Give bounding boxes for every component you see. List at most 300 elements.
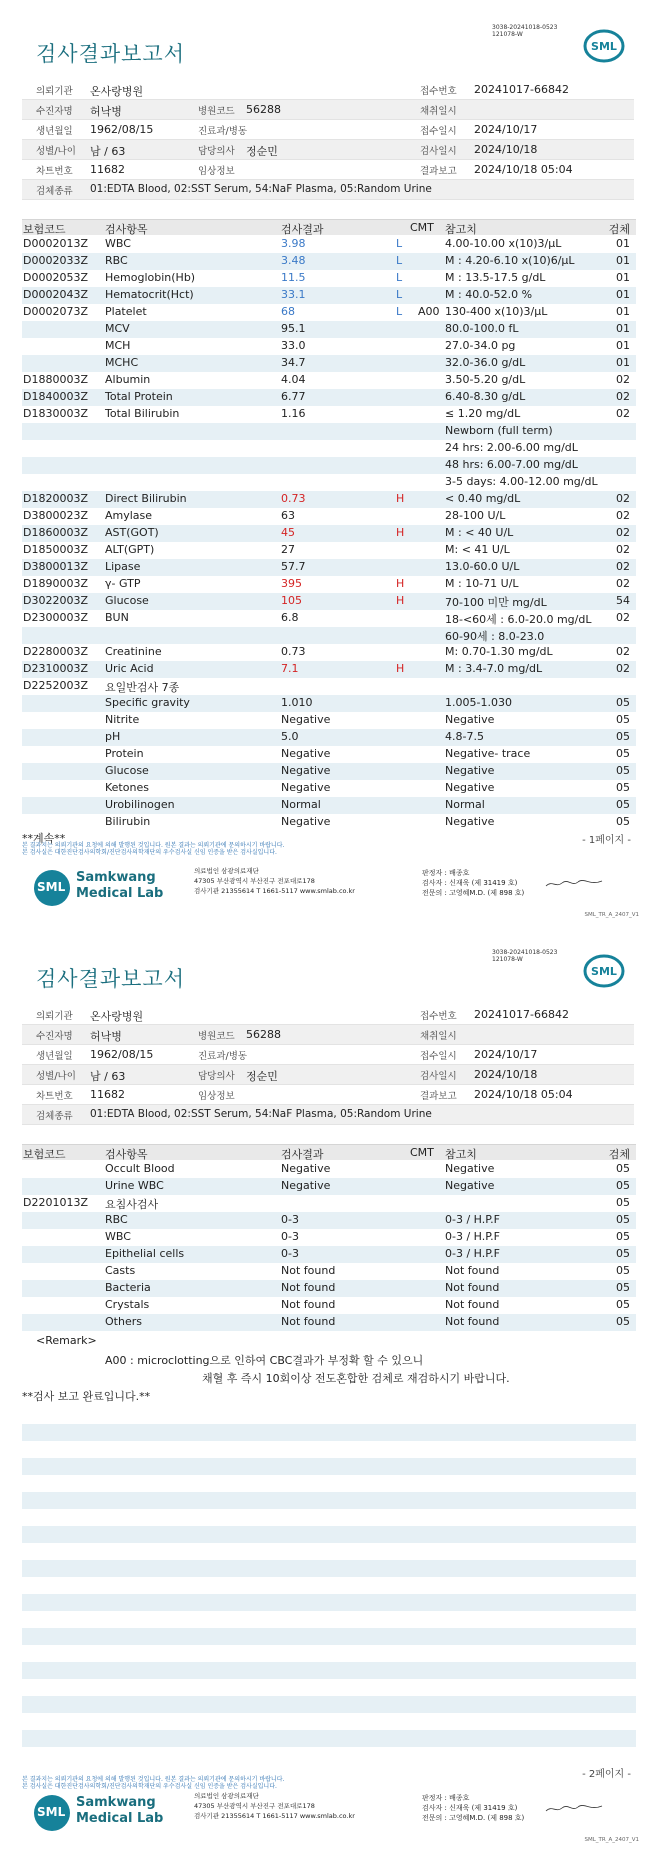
result-flag: L — [396, 254, 403, 267]
footer — [34, 1791, 624, 1847]
reference-range: M : 10-71 U/L — [445, 577, 519, 590]
table-row — [22, 270, 636, 287]
test-result: 0-3 — [281, 1247, 299, 1260]
test-item: Bilirubin — [105, 815, 151, 828]
info-row: 검체종류 01:EDTA Blood, 02:SST Serum, 54:NaF Plasma, 05:Random Urine — [22, 180, 634, 200]
specimen-code: 02 — [616, 407, 630, 420]
specimen-code: 02 — [616, 526, 630, 539]
test-item: 요침사검사 — [105, 1198, 159, 1211]
test-code: D1860003Z — [23, 526, 88, 539]
test-item: Specific gravity — [105, 696, 190, 709]
specimen-code: 02 — [616, 390, 630, 403]
specimen-code: 05 — [616, 1281, 630, 1294]
table-row — [22, 457, 636, 474]
test-item: Crystals — [105, 1298, 150, 1311]
reference-range: 27.0-34.0 pg — [445, 339, 516, 352]
test-item: Glucose — [105, 764, 149, 777]
blank-row — [22, 1458, 636, 1475]
blank-row — [22, 1492, 636, 1509]
results-table-header: 보험코드 검사항목 검사결과 CMT 참고치 검체 — [22, 1144, 636, 1160]
test-item: Total Protein — [105, 390, 173, 403]
blank-row — [22, 1424, 636, 1441]
reference-range: ≤ 1.20 mg/dL — [445, 407, 521, 420]
info-row: 생년월일 1962/08/15 진료과/병동 접수일시 2024/10/17 — [22, 1045, 634, 1065]
test-item: ALT(GPT) — [105, 543, 155, 556]
test-code: D1880003Z — [23, 373, 88, 386]
table-row — [22, 797, 636, 814]
remark-line-2: 채혈 후 즉시 10회이상 전도혼합한 검체로 재검하시기 바랍니다. — [202, 1372, 510, 1385]
table-row — [22, 814, 636, 831]
specimen-code: 05 — [616, 696, 630, 709]
info-row: 성별/나이 남 / 63 담당의사 정순민 검사일시 2024/10/18 — [22, 140, 634, 160]
reference-range: Negative — [445, 815, 495, 828]
patient-value: 허낙병 — [90, 105, 122, 118]
reference-range: M : < 40 U/L — [445, 526, 514, 539]
blank-row — [22, 1662, 636, 1679]
remark-section — [22, 1333, 636, 1405]
specimen-code: 05 — [616, 764, 630, 777]
signatures: 판정자 : 배종호 검사자 : 신재욱 (제 31419 호) 전문의 : 고영혜M.D. (제 898 호) — [422, 1794, 525, 1822]
test-result: Negative — [281, 1162, 331, 1175]
test-result: Negative — [281, 713, 331, 726]
reference-range: 48 hrs: 6.00-7.00 mg/dL — [445, 458, 578, 471]
results-table-body — [22, 1161, 636, 1331]
patient-info — [22, 1005, 634, 1125]
table-row — [22, 236, 636, 253]
specimen-code: 02 — [616, 645, 630, 658]
specimen-code: 01 — [616, 237, 630, 250]
brand-name: Samkwang Medical Lab — [76, 870, 164, 901]
result-flag: L — [396, 271, 403, 284]
table-row — [22, 1314, 636, 1331]
table-row — [22, 559, 636, 576]
specimen-code: 05 — [616, 815, 630, 828]
blank-row — [22, 1577, 636, 1594]
test-result: Negative — [281, 781, 331, 794]
continued-label: **계속** — [22, 832, 66, 845]
reference-range: Not found — [445, 1298, 500, 1311]
specimen-code: 01 — [616, 271, 630, 284]
specimen-code: 01 — [616, 322, 630, 335]
specimen-code: 05 — [616, 1247, 630, 1260]
test-date-value: 2024/10/18 — [474, 143, 538, 156]
reference-range: M : 4.20-6.10 x(10)6/μL — [445, 254, 575, 267]
specimen-code: 01 — [616, 288, 630, 301]
patient-info — [22, 80, 634, 200]
reference-range: 1.005-1.030 — [445, 696, 512, 709]
reference-range: 3-5 days: 4.00-12.00 mg/dL — [445, 475, 598, 488]
reference-range: M: < 41 U/L — [445, 543, 510, 556]
test-result: 105 — [281, 594, 302, 607]
notice: 본 결과지는 의뢰기관의 요청에 의해 발행된 것입니다. 원본 결과는 의뢰기관에 문의하시기 바랍니다. 본 검사실은 대한진단검사의학회/진단검사의학재단의 우수검사실 신임 인증을 받은 검사실입니다. — [22, 1776, 285, 1790]
reference-range: 60-90세 : 8.0-23.0 — [445, 630, 545, 643]
specimen-code: 05 — [616, 1196, 630, 1209]
results-table-body — [22, 236, 636, 831]
reference-range: M : 3.4-7.0 mg/dL — [445, 662, 543, 675]
blank-row — [22, 1645, 636, 1662]
test-result: 6.8 — [281, 611, 299, 624]
page-number: - 1페이지 - — [582, 835, 631, 846]
test-item: Ketones — [105, 781, 149, 794]
remark-line-1: A00 : microclotting으로 인하여 CBC결과가 부정확 할 수 있으니 — [105, 1354, 424, 1367]
reference-range: Negative — [445, 713, 495, 726]
sml-logo-icon — [583, 953, 625, 989]
reference-range: M: 0.70-1.30 mg/dL — [445, 645, 553, 658]
reference-range: 13.0-60.0 U/L — [445, 560, 520, 573]
signature-icon — [544, 878, 604, 890]
test-result: Not found — [281, 1264, 336, 1277]
test-item: MCH — [105, 339, 131, 352]
test-item: γ- GTP — [105, 577, 141, 590]
test-item: Protein — [105, 747, 144, 760]
blank-row — [22, 1611, 636, 1628]
test-code: D1820003Z — [23, 492, 88, 505]
test-result: 6.77 — [281, 390, 306, 403]
blank-row — [22, 1543, 636, 1560]
test-item: Albumin — [105, 373, 151, 386]
test-item: Glucose — [105, 594, 149, 607]
test-result: 68 — [281, 305, 295, 318]
brand-name: Samkwang Medical Lab — [76, 1795, 164, 1826]
test-code: D3800023Z — [23, 509, 88, 522]
reference-range: 32.0-36.0 g/dL — [445, 356, 526, 369]
test-code: D1830003Z — [23, 407, 88, 420]
info-row: 검체종류 01:EDTA Blood, 02:SST Serum, 54:NaF Plasma, 05:Random Urine — [22, 1105, 634, 1125]
table-row — [22, 763, 636, 780]
specimen-code: 05 — [616, 1230, 630, 1243]
table-row — [22, 661, 636, 678]
report-complete: **검사 보고 완료입니다.** — [22, 1390, 151, 1403]
blank-row — [22, 1696, 636, 1713]
test-item: Platelet — [105, 305, 147, 318]
test-item: RBC — [105, 1213, 128, 1226]
test-item: Lipase — [105, 560, 141, 573]
info-row: 수진자명 허낙병 병원코드 56288 채취일시 — [22, 100, 634, 120]
test-item: WBC — [105, 237, 131, 250]
test-result: 395 — [281, 577, 302, 590]
table-row — [22, 542, 636, 559]
table-row — [22, 1263, 636, 1280]
specimen-code: 02 — [616, 577, 630, 590]
info-row: 차트번호 11682 임상정보 결과보고 2024/10/18 05:04 — [22, 1085, 634, 1105]
svg-text:SML: SML — [591, 965, 617, 978]
test-code: D2252003Z — [23, 679, 88, 692]
org-info: 의료법인 삼광의료재단 47305 부산광역시 부산진구 전포대로178 검사기관 21355614 T 1661-5117 www.smlab.co.kr — [194, 1792, 355, 1820]
reference-range: 4.8-7.5 — [445, 730, 484, 743]
document-id: 3038-20241018-0523 121078-W — [492, 24, 558, 38]
table-row — [22, 423, 636, 440]
table-row — [22, 644, 636, 661]
blank-row — [22, 1475, 636, 1492]
specimen-code: 02 — [616, 492, 630, 505]
reference-range: Negative — [445, 1162, 495, 1175]
blank-row — [22, 1441, 636, 1458]
table-row — [22, 355, 636, 372]
blank-row — [22, 1526, 636, 1543]
test-code: D0002073Z — [23, 305, 88, 318]
report-title: 검사결과보고서 — [36, 967, 186, 991]
reference-range: Normal — [445, 798, 485, 811]
test-result: 0.73 — [281, 492, 306, 505]
test-result: 0-3 — [281, 1230, 299, 1243]
table-row — [22, 1195, 636, 1212]
test-result: 63 — [281, 509, 295, 522]
table-row — [22, 508, 636, 525]
specimen-code: 01 — [616, 339, 630, 352]
reference-range: 18-<60세 : 6.0-20.0 mg/dL — [445, 613, 592, 626]
specimen-code: 05 — [616, 1298, 630, 1311]
sml-footer-logo-icon: SML — [34, 1795, 70, 1831]
reference-range: 28-100 U/L — [445, 509, 506, 522]
table-row — [22, 491, 636, 508]
test-result: 0.73 — [281, 645, 306, 658]
table-row — [22, 1178, 636, 1195]
results-table-header: 보험코드 검사항목 검사결과 CMT 참고치 검체 — [22, 219, 636, 235]
test-item: Others — [105, 1315, 142, 1328]
reference-range: M : 13.5-17.5 g/dL — [445, 271, 546, 284]
reference-range: 0-3 / H.P.F — [445, 1230, 500, 1243]
test-result: 3.48 — [281, 254, 306, 267]
test-code: D0002053Z — [23, 271, 88, 284]
specimen-code: 05 — [616, 747, 630, 760]
specimen-code: 54 — [616, 594, 630, 607]
table-row — [22, 678, 636, 695]
test-item: Hemoglobin(Hb) — [105, 271, 196, 284]
test-result: 1.16 — [281, 407, 306, 420]
info-row: 차트번호 11682 임상정보 결과보고 2024/10/18 05:04 — [22, 160, 634, 180]
test-item: AST(GOT) — [105, 526, 159, 539]
specimen-code: 01 — [616, 305, 630, 318]
blank-row — [22, 1713, 636, 1730]
test-item: MCV — [105, 322, 130, 335]
specimen-code: 05 — [616, 730, 630, 743]
test-code: D1890003Z — [23, 577, 88, 590]
sml-footer-logo-icon: SML — [34, 870, 70, 906]
test-item: BUN — [105, 611, 129, 624]
reference-range: 4.00-10.00 x(10)3/μL — [445, 237, 562, 250]
test-item: Urobilinogen — [105, 798, 175, 811]
reference-range: Negative- trace — [445, 747, 531, 760]
test-result: Not found — [281, 1281, 336, 1294]
svg-text:SML: SML — [591, 40, 617, 53]
result-flag: H — [396, 594, 405, 607]
table-row — [22, 338, 636, 355]
table-row — [22, 474, 636, 491]
specimen-code: 01 — [616, 356, 630, 369]
form-number: SML_TR_A_2407_V1 — [584, 912, 639, 918]
reference-range: 0-3 / H.P.F — [445, 1247, 500, 1260]
specimen-code: 05 — [616, 1315, 630, 1328]
test-result: Not found — [281, 1298, 336, 1311]
test-code: D2280003Z — [23, 645, 88, 658]
table-row — [22, 1280, 636, 1297]
test-result: 5.0 — [281, 730, 299, 743]
reference-range: 3.50-5.20 g/dL — [445, 373, 526, 386]
test-code: D0002013Z — [23, 237, 88, 250]
info-row: 생년월일 1962/08/15 진료과/병동 접수일시 2024/10/17 — [22, 120, 634, 140]
info-row: 성별/나이 남 / 63 담당의사 정순민 검사일시 2024/10/18 — [22, 1065, 634, 1085]
result-flag: H — [396, 577, 405, 590]
specimen-code: 02 — [616, 662, 630, 675]
test-result: 57.7 — [281, 560, 306, 573]
reference-range: Negative — [445, 1179, 495, 1192]
blank-row — [22, 1407, 636, 1424]
test-item: WBC — [105, 1230, 131, 1243]
test-code: D0002043Z — [23, 288, 88, 301]
specimen-code: 05 — [616, 1162, 630, 1175]
specimen-code: 02 — [616, 611, 630, 624]
form-number: SML_TR_A_2407_V1 — [584, 1837, 639, 1843]
table-row — [22, 712, 636, 729]
table-row — [22, 695, 636, 712]
reference-range: 70-100 미만 mg/dL — [445, 596, 547, 609]
page-number: - 2페이지 - — [582, 1769, 631, 1780]
table-row — [22, 1297, 636, 1314]
reference-range: Newborn (full term) — [445, 424, 553, 437]
test-item: Bacteria — [105, 1281, 151, 1294]
sml-logo-icon — [583, 28, 625, 64]
test-item: 요일반검사 7종 — [105, 681, 180, 694]
table-row — [22, 627, 636, 644]
test-item: Creatinine — [105, 645, 162, 658]
test-item: Casts — [105, 1264, 136, 1277]
test-item: Nitrite — [105, 713, 140, 726]
specimen-code: 02 — [616, 543, 630, 556]
blank-row — [22, 1594, 636, 1611]
blank-row — [22, 1730, 636, 1747]
test-item: Direct Bilirubin — [105, 492, 187, 505]
report-title: 검사결과보고서 — [36, 42, 186, 66]
dob-value: 1962/08/15 — [90, 123, 154, 136]
specimen-code: 05 — [616, 798, 630, 811]
specimen-code: 05 — [616, 781, 630, 794]
reference-range: Negative — [445, 764, 495, 777]
report-page-2 — [0, 925, 655, 1850]
test-result: 27 — [281, 543, 295, 556]
specimen-type-value: 01:EDTA Blood, 02:SST Serum, 54:NaF Plasma, 05:Random Urine — [90, 183, 432, 195]
reference-range: 80.0-100.0 fL — [445, 322, 519, 335]
result-flag: L — [396, 237, 403, 250]
reference-range: M : 40.0-52.0 % — [445, 288, 533, 301]
table-row — [22, 1246, 636, 1263]
blank-row — [22, 1679, 636, 1696]
reference-range: Not found — [445, 1281, 500, 1294]
reference-range: Not found — [445, 1315, 500, 1328]
reference-range: 130-400 x(10)3/μL — [445, 305, 548, 318]
institution-value: 온사랑병원 — [90, 85, 144, 98]
test-item: Total Bilirubin — [105, 407, 180, 420]
receipt-no-value: 20241017-66842 — [474, 83, 569, 96]
result-flag: L — [396, 288, 403, 301]
receipt-date-value: 2024/10/17 — [474, 123, 538, 136]
test-code: D3022003Z — [23, 594, 88, 607]
hospital-code-value: 56288 — [246, 103, 281, 116]
reference-range: < 0.40 mg/dL — [445, 492, 521, 505]
notice: 본 결과지는 의뢰기관의 요청에 의해 발행된 것입니다. 원본 결과는 의뢰기관에 문의하시기 바랍니다. 본 검사실은 대한진단검사의학회/진단검사의학재단의 우수검사실 신임 인증을 받은 검사실입니다. — [22, 842, 285, 856]
specimen-code: 01 — [616, 254, 630, 267]
footer — [34, 866, 624, 922]
table-row — [22, 372, 636, 389]
test-item: Uric Acid — [105, 662, 154, 675]
test-result: 0-3 — [281, 1213, 299, 1226]
info-row: 의뢰기관 온사랑병원 접수번호 20241017-66842 — [22, 1005, 634, 1025]
test-code: D2300003Z — [23, 611, 88, 624]
test-result: 4.04 — [281, 373, 306, 386]
table-row — [22, 780, 636, 797]
test-result: Normal — [281, 798, 321, 811]
cmt-code: A00 — [418, 305, 440, 318]
test-result: Negative — [281, 747, 331, 760]
test-item: MCHC — [105, 356, 139, 369]
table-row — [22, 610, 636, 627]
blank-rows — [22, 1407, 636, 1747]
test-result: 45 — [281, 526, 295, 539]
table-row — [22, 287, 636, 304]
specimen-code: 02 — [616, 373, 630, 386]
test-result: Negative — [281, 1179, 331, 1192]
result-flag: H — [396, 526, 405, 539]
reference-range: 6.40-8.30 g/dL — [445, 390, 526, 403]
table-row — [22, 321, 636, 338]
table-row — [22, 1212, 636, 1229]
table-row — [22, 525, 636, 542]
test-code: D2310003Z — [23, 662, 88, 675]
test-result: Negative — [281, 764, 331, 777]
doctor-value: 정순민 — [246, 145, 278, 158]
test-result: 3.98 — [281, 237, 306, 250]
report-date-value: 2024/10/18 05:04 — [474, 163, 573, 176]
test-item: Hematocrit(Hct) — [105, 288, 194, 301]
blank-row — [22, 1560, 636, 1577]
blank-row — [22, 1509, 636, 1526]
table-row — [22, 576, 636, 593]
test-code: D1840003Z — [23, 390, 88, 403]
table-row — [22, 729, 636, 746]
specimen-code: 05 — [616, 1213, 630, 1226]
test-item: pH — [105, 730, 121, 743]
result-flag: H — [396, 492, 405, 505]
test-item: Occult Blood — [105, 1162, 175, 1175]
test-result: 7.1 — [281, 662, 299, 675]
test-result: Negative — [281, 815, 331, 828]
specimen-code: 02 — [616, 560, 630, 573]
sex-age-value: 남 / 63 — [90, 145, 126, 158]
test-code: D3800013Z — [23, 560, 88, 573]
specimen-code: 05 — [616, 1264, 630, 1277]
table-row — [22, 1229, 636, 1246]
test-result: 95.1 — [281, 322, 306, 335]
test-item: Urine WBC — [105, 1179, 164, 1192]
info-row: 의뢰기관 온사랑병원 접수번호 20241017-66842 — [22, 80, 634, 100]
org-info: 의료법인 삼광의료재단 47305 부산광역시 부산진구 전포대로178 검사기관 21355614 T 1661-5117 www.smlab.co.kr — [194, 867, 355, 895]
test-code: D1850003Z — [23, 543, 88, 556]
chart-no-value: 11682 — [90, 163, 125, 176]
table-row — [22, 389, 636, 406]
test-code: D2201013Z — [23, 1196, 88, 1209]
test-item: RBC — [105, 254, 128, 267]
test-code: D0002033Z — [23, 254, 88, 267]
specimen-code: 05 — [616, 1179, 630, 1192]
remark-label: <Remark> — [36, 1334, 97, 1347]
reference-range: 24 hrs: 2.00-6.00 mg/dL — [445, 441, 578, 454]
test-result: Not found — [281, 1315, 336, 1328]
table-row — [22, 440, 636, 457]
specimen-code: 02 — [616, 509, 630, 522]
table-row — [22, 1161, 636, 1178]
signatures: 판정자 : 배종호 검사자 : 신재욱 (제 31419 호) 전문의 : 고영혜M.D. (제 898 호) — [422, 869, 525, 897]
table-row — [22, 406, 636, 423]
test-result: 33.1 — [281, 288, 306, 301]
